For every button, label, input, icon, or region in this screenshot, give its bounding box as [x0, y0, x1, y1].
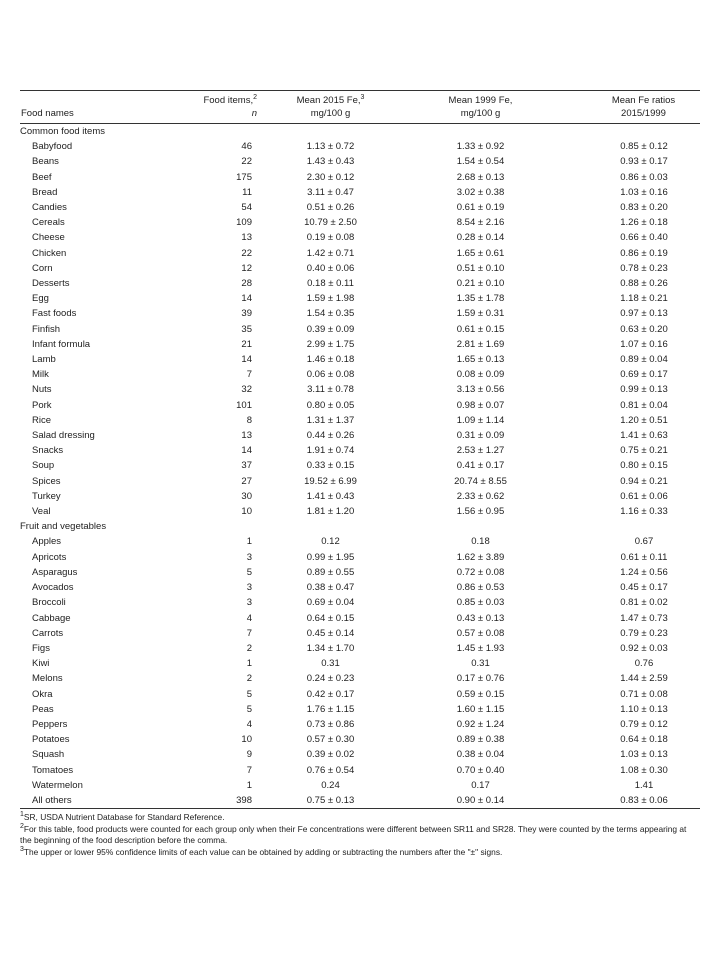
ratio-cell: 0.92 ± 0.03 — [620, 642, 668, 654]
table-row — [20, 215, 700, 230]
mean-2015-cell: 1.91 ± 0.74 — [306, 445, 355, 457]
table-row — [20, 154, 700, 169]
mean-1999-cell: 1.65 ± 0.13 — [456, 354, 505, 366]
mean-2015-cell: 0.57 ± 0.30 — [306, 734, 355, 746]
ratio-cell: 1.03 ± 0.16 — [620, 186, 668, 198]
mean-1999-cell: 1.45 ± 1.93 — [456, 642, 505, 654]
footnote-text: For this table, food products were counted for each group only when their Fe concentrations were different between SR11 and SR28. They were counted by the terms appearing at the beginning of the food description before the comma. — [20, 823, 687, 846]
footnotes — [20, 812, 700, 858]
table-row — [20, 276, 700, 291]
ratio-cell: 0.71 ± 0.08 — [620, 688, 668, 700]
table-row — [20, 489, 700, 504]
food-name-cell: Desserts — [32, 278, 70, 290]
mean-2015-cell: 0.42 ± 0.17 — [306, 688, 355, 700]
table-row — [20, 352, 700, 367]
table-row — [20, 246, 700, 261]
food-name-cell: Broccoli — [32, 597, 66, 609]
ratio-cell: 0.80 ± 0.15 — [620, 460, 668, 472]
mean-1999-cell: 1.54 ± 0.54 — [456, 156, 505, 168]
food-name-cell: Salad dressing — [32, 430, 95, 442]
table-row — [20, 367, 700, 382]
table-row — [20, 443, 700, 458]
food-items-cell: 5 — [246, 703, 252, 715]
table-row — [20, 474, 700, 489]
ratio-cell: 0.64 ± 0.18 — [620, 734, 668, 746]
mean-2015-cell: 1.34 ± 1.70 — [306, 642, 355, 654]
food-name-cell: Nuts — [32, 384, 52, 396]
mean-2015-cell: 0.40 ± 0.06 — [306, 262, 355, 274]
ratio-cell: 0.93 ± 0.17 — [620, 156, 668, 168]
mean-1999-cell: 0.86 ± 0.53 — [456, 582, 505, 594]
ratio-cell: 0.83 ± 0.06 — [558, 793, 700, 809]
table-row — [20, 747, 700, 762]
food-name-cell: Cheese — [32, 232, 65, 244]
ratio-cell: 1.41 ± 0.63 — [620, 430, 668, 442]
ratio-cell: 0.86 ± 0.19 — [620, 247, 668, 259]
food-items-cell: 5 — [246, 566, 252, 578]
ratio-cell: 1.03 ± 0.13 — [620, 749, 668, 761]
food-items-cell: 3 — [246, 582, 252, 594]
ratio-cell: 1.20 ± 0.51 — [620, 414, 668, 426]
mean-2015-cell: 0.24 ± 0.23 — [306, 673, 355, 685]
mean-1999-cell: 0.57 ± 0.08 — [456, 627, 505, 639]
food-name-cell: Lamb — [32, 354, 56, 366]
ratio-cell: 0.76 — [634, 658, 654, 670]
food-items-cell: 109 — [236, 217, 252, 229]
food-name-cell: Apples — [32, 536, 62, 548]
ratio-cell: 0.67 — [634, 536, 654, 548]
mean-2015-cell: 2.30 ± 0.12 — [306, 171, 355, 183]
table-row — [20, 261, 700, 276]
ratio-cell: 1.26 ± 0.18 — [620, 217, 668, 229]
ratio-cell: 0.85 ± 0.12 — [620, 141, 668, 153]
food-items-cell: 13 — [241, 430, 252, 442]
food-items-cell: 11 — [242, 186, 252, 198]
ratio-cell: 0.97 ± 0.13 — [620, 308, 668, 320]
mean-1999-cell: 0.51 ± 0.10 — [456, 262, 505, 274]
food-items-cell: 13 — [241, 232, 252, 244]
ratio-cell: 0.45 ± 0.17 — [620, 582, 668, 594]
table-row — [20, 306, 700, 321]
ratio-cell: 0.86 ± 0.03 — [620, 171, 668, 183]
header-ratio: Mean Fe ratios — [611, 95, 676, 106]
mean-2015-cell: 0.12 — [321, 536, 340, 548]
food-name-cell: Potatoes — [32, 734, 70, 746]
mean-2015-cell: 0.76 ± 0.54 — [306, 764, 355, 776]
mean-1999-cell: 0.38 ± 0.04 — [456, 749, 505, 761]
ratio-cell: 1.18 ± 0.21 — [620, 293, 668, 305]
mean-1999-cell: 0.17 ± 0.76 — [456, 673, 505, 685]
food-items-cell: 14 — [241, 293, 252, 305]
mean-1999-cell: 1.59 ± 0.31 — [456, 308, 505, 320]
mean-1999-cell: 0.70 ± 0.40 — [456, 764, 505, 776]
food-items-cell: 9 — [246, 749, 252, 761]
mean-1999-cell: 1.35 ± 1.78 — [456, 293, 505, 305]
ratio-cell: 1.41 — [634, 779, 654, 791]
mean-2015-cell: 0.19 ± 0.08 — [306, 232, 355, 244]
mean-2015-cell: 1.81 ± 1.20 — [306, 506, 355, 518]
food-items-cell: 37 — [241, 460, 252, 472]
ratio-cell: 0.78 ± 0.23 — [620, 262, 668, 274]
mean-1999-cell: 2.33 ± 0.62 — [456, 490, 505, 502]
mean-1999-cell: 0.18 — [471, 536, 490, 548]
table-row — [20, 687, 700, 702]
mean-2015-cell: 3.11 ± 0.78 — [307, 384, 354, 396]
mean-2015-cell: 0.80 ± 0.05 — [306, 399, 355, 411]
mean-1999-cell: 3.02 ± 0.38 — [456, 186, 505, 198]
ratio-cell: 0.69 ± 0.17 — [620, 369, 668, 381]
mean-1999-cell: 1.65 ± 0.61 — [456, 247, 505, 259]
mean-2015-cell: 10.79 ± 2.50 — [304, 217, 357, 229]
food-name-cell: Peas — [32, 703, 54, 715]
food-items-cell: 175 — [236, 171, 252, 183]
table-row — [20, 534, 700, 549]
mean-1999-cell: 0.61 ± 0.19 — [456, 202, 505, 214]
food-items-cell: 14 — [241, 354, 252, 366]
mean-2015-cell: 19.52 ± 6.99 — [304, 475, 357, 487]
mean-2015-cell: 1.42 ± 0.71 — [306, 247, 355, 259]
mean-1999-cell: 0.08 ± 0.09 — [456, 369, 505, 381]
food-name-cell: Okra — [32, 688, 53, 700]
group-title: Common food items — [20, 126, 106, 137]
food-items-cell: 7 — [246, 764, 252, 776]
mean-1999-cell: 0.92 ± 1.24 — [456, 718, 505, 730]
mean-2015-cell: 0.18 ± 0.11 — [307, 278, 354, 290]
food-name-cell: Beef — [32, 171, 52, 183]
table-row — [20, 641, 700, 656]
ratio-cell: 0.79 ± 0.12 — [620, 718, 668, 730]
food-items-cell: 2 — [246, 673, 252, 685]
food-items-cell: 4 — [246, 718, 252, 730]
mean-2015-cell: 0.99 ± 1.95 — [306, 551, 355, 563]
food-items-cell: 3 — [246, 551, 252, 563]
food-items-cell: 1 — [246, 658, 252, 670]
food-items-cell: 10 — [241, 506, 252, 518]
mean-2015-cell: 1.46 ± 0.18 — [306, 354, 355, 366]
food-name-cell: Corn — [32, 262, 53, 274]
table-row — [20, 595, 700, 610]
ratio-cell: 0.94 ± 0.21 — [620, 475, 668, 487]
mean-1999-cell: 20.74 ± 8.55 — [454, 475, 507, 487]
footnote-mark: 1 — [20, 811, 24, 819]
table-row — [20, 458, 700, 473]
mean-1999-cell: 0.61 ± 0.15 — [456, 323, 505, 335]
food-name-cell: Spices — [32, 475, 61, 487]
table-row — [20, 656, 700, 671]
food-name-cell: Snacks — [32, 445, 64, 457]
footnote — [20, 812, 700, 824]
food-name-cell: Finfish — [32, 323, 60, 335]
mean-1999-cell: 0.72 ± 0.08 — [456, 566, 505, 578]
table-body — [20, 124, 700, 809]
table-row — [20, 337, 700, 352]
food-name-cell: Chicken — [32, 247, 67, 259]
mean-1999-cell: 0.31 ± 0.09 — [456, 430, 505, 442]
food-name-cell: Babyfood — [32, 141, 73, 153]
table-row — [20, 778, 700, 793]
mean-2015-cell: 0.24 — [321, 779, 340, 791]
ratio-cell: 0.75 ± 0.21 — [620, 445, 668, 457]
table-row — [20, 170, 700, 185]
mean-1999-cell: 2.53 ± 1.27 — [456, 445, 505, 457]
ratio-cell: 0.83 ± 0.20 — [620, 202, 668, 214]
document-page — [20, 90, 700, 858]
food-name-cell: Carrots — [32, 627, 64, 639]
mean-2015-cell: 1.59 ± 1.98 — [306, 293, 355, 305]
food-name-cell: Figs — [32, 642, 50, 654]
ratio-cell: 0.79 ± 0.23 — [620, 627, 668, 639]
mean-1999-cell: 0.90 ± 0.14 — [403, 793, 558, 809]
ratio-cell: 0.88 ± 0.26 — [620, 278, 668, 290]
ratio-cell: 1.44 ± 2.59 — [620, 673, 668, 685]
food-items-cell: 101 — [236, 399, 252, 411]
food-name-cell: Veal — [32, 506, 51, 518]
footnote-text: SR, USDA Nutrient Database for Standard Reference. — [23, 812, 225, 823]
footnote — [20, 824, 700, 847]
mean-1999-cell: 1.62 ± 3.89 — [456, 551, 505, 563]
group-title: Fruit and vegetables — [20, 521, 107, 533]
food-items-cell: 35 — [241, 323, 252, 335]
food-name-cell: Melons — [32, 673, 63, 685]
mean-1999-cell: 0.89 ± 0.38 — [456, 734, 505, 746]
food-name-cell: Fast foods — [32, 308, 77, 320]
mean-1999-cell: 3.13 ± 0.56 — [456, 384, 505, 396]
table-row — [20, 504, 700, 519]
table-row — [20, 398, 700, 413]
mean-2015-cell: 0.38 ± 0.47 — [306, 582, 355, 594]
ratio-cell: 0.89 ± 0.04 — [620, 354, 668, 366]
food-name-cell: Watermelon — [32, 779, 83, 791]
table-row — [20, 763, 700, 778]
food-items-cell: 2 — [246, 642, 252, 654]
mean-2015-cell: 0.39 ± 0.02 — [306, 749, 355, 761]
mean-2015-cell: 1.76 ± 1.15 — [306, 703, 355, 715]
table-row — [20, 565, 700, 580]
food-name-cell: Cabbage — [32, 612, 71, 624]
table-row — [20, 322, 700, 337]
header-mean-2015: Mean 2015 Fe,$^3$ — [296, 93, 365, 106]
mean-1999-cell: 0.43 ± 0.13 — [456, 612, 505, 624]
header-blank — [20, 91, 188, 108]
food-name-cell: Cereals — [32, 217, 65, 229]
food-name-cell: Asparagus — [32, 566, 78, 578]
footnote-text: The upper or lower 95% confidence limits of each value can be obtained by adding or subtracting the numbers after the "±" signs. — [23, 846, 503, 857]
ratio-cell: 1.07 ± 0.16 — [620, 338, 668, 350]
mean-1999-cell: 0.21 ± 0.10 — [456, 278, 505, 290]
mean-1999-cell: 8.54 ± 2.16 — [456, 217, 505, 229]
mean-1999-cell: 0.98 ± 0.07 — [456, 399, 505, 411]
mean-1999-cell: 0.85 ± 0.03 — [456, 597, 505, 609]
table-row — [20, 382, 700, 397]
food-items-cell: 32 — [241, 384, 252, 396]
mean-1999-cell: 2.68 ± 0.13 — [456, 171, 505, 183]
iron-content-table — [20, 90, 700, 809]
ratio-cell: 0.99 ± 0.13 — [620, 384, 668, 396]
food-items-cell: 5 — [246, 688, 252, 700]
mean-2015-cell: 1.43 ± 0.43 — [306, 156, 355, 168]
table-row — [20, 717, 700, 732]
table-row — [20, 626, 700, 641]
food-name-cell: Rice — [32, 414, 52, 426]
food-items-cell: 27 — [241, 475, 252, 487]
header-food-names: Food names — [20, 107, 188, 124]
food-items-cell: 30 — [241, 490, 252, 502]
food-items-cell: 4 — [246, 612, 252, 624]
food-name-cell: Apricots — [32, 551, 67, 563]
food-items-cell: 3 — [246, 597, 252, 609]
food-name-cell: Turkey — [32, 490, 61, 502]
food-items-cell: 14 — [241, 445, 252, 457]
food-name-cell: Beans — [32, 156, 59, 168]
food-name-cell: Tomatoes — [32, 764, 74, 776]
header-mean-1999: Mean 1999 Fe, — [448, 95, 513, 106]
food-name-cell: Avocados — [32, 582, 74, 594]
mean-2015-cell: 0.69 ± 0.04 — [306, 597, 355, 609]
mean-2015-cell: 0.33 ± 0.15 — [306, 460, 355, 472]
food-items-cell: 8 — [246, 414, 252, 426]
mean-2015-cell: 2.99 ± 1.75 — [306, 338, 355, 350]
mean-2015-cell: 1.54 ± 0.35 — [306, 308, 355, 320]
mean-2015-cell: 0.39 ± 0.09 — [306, 323, 355, 335]
mean-2015-cell: 0.64 ± 0.15 — [306, 612, 355, 624]
table-row — [20, 291, 700, 306]
mean-1999-cell: 1.09 ± 1.14 — [456, 414, 505, 426]
food-items-cell: 54 — [241, 202, 252, 214]
header-mean-1999-unit: mg/100 g — [403, 107, 558, 124]
mean-2015-cell: 0.51 ± 0.26 — [306, 202, 355, 214]
mean-2015-cell: 0.31 — [321, 658, 340, 670]
header-food-items: Food items,$^2$ — [203, 93, 257, 106]
food-name-cell: All others — [20, 793, 188, 809]
mean-1999-cell: 0.31 — [471, 658, 490, 670]
ratio-cell: 1.16 ± 0.33 — [620, 506, 668, 518]
food-name-cell: Infant formula — [32, 338, 91, 350]
ratio-cell: 1.47 ± 0.73 — [620, 612, 668, 624]
mean-2015-cell: 1.31 ± 1.37 — [306, 414, 355, 426]
food-name-cell: Pork — [32, 399, 52, 411]
food-items-cell: 12 — [241, 262, 252, 274]
mean-2015-cell: 0.73 ± 0.86 — [306, 718, 355, 730]
food-items-cell: 39 — [241, 308, 252, 320]
food-name-cell: Squash — [32, 749, 65, 761]
table-row — [20, 413, 700, 428]
food-items-cell: 7 — [246, 369, 252, 381]
table-row — [20, 732, 700, 747]
table-row — [20, 793, 700, 809]
mean-1999-cell: 0.59 ± 0.15 — [456, 688, 505, 700]
ratio-cell: 1.08 ± 0.30 — [620, 764, 668, 776]
footnote-mark: 2 — [20, 822, 24, 830]
mean-1999-cell: 0.41 ± 0.17 — [456, 460, 505, 472]
food-items-cell: 46 — [241, 141, 252, 153]
ratio-cell: 0.63 ± 0.20 — [620, 323, 668, 335]
table-row — [20, 139, 700, 154]
mean-2015-cell: 1.41 ± 0.43 — [306, 490, 355, 502]
table-row — [20, 428, 700, 443]
mean-2015-cell: 0.75 ± 0.13 — [258, 793, 403, 809]
mean-1999-cell: 1.56 ± 0.95 — [456, 506, 505, 518]
ratio-cell: 0.81 ± 0.02 — [620, 597, 668, 609]
table-row — [20, 185, 700, 200]
food-items-cell: 1 — [246, 779, 252, 791]
ratio-cell: 1.24 ± 0.56 — [620, 566, 668, 578]
ratio-cell: 0.61 ± 0.06 — [620, 490, 668, 502]
table-row — [20, 230, 700, 245]
food-items-cell: 22 — [241, 247, 252, 259]
mean-2015-cell: 0.06 ± 0.08 — [306, 369, 355, 381]
food-name-cell: Soup — [32, 460, 55, 472]
mean-1999-cell: 0.17 — [471, 779, 490, 791]
mean-2015-cell: 0.44 ± 0.26 — [306, 430, 355, 442]
food-items-cell: 1 — [246, 536, 252, 548]
food-name-cell: Egg — [32, 293, 49, 305]
food-name-cell: Peppers — [32, 718, 68, 730]
food-name-cell: Candies — [32, 202, 67, 214]
food-items-cell: 7 — [246, 627, 252, 639]
mean-1999-cell: 1.33 ± 0.92 — [456, 141, 505, 153]
food-items-cell: 10 — [241, 734, 252, 746]
header-mean-2015-unit: mg/100 g — [258, 107, 403, 124]
footnote — [20, 847, 700, 859]
food-items-cell: 22 — [241, 156, 252, 168]
ratio-cell: 0.61 ± 0.11 — [620, 551, 668, 563]
mean-2015-cell: 3.11 ± 0.47 — [307, 186, 354, 198]
table-row — [20, 580, 700, 595]
mean-2015-cell: 1.13 ± 0.72 — [306, 141, 355, 153]
mean-1999-cell: 2.81 ± 1.69 — [456, 338, 505, 350]
ratio-cell: 1.10 ± 0.13 — [620, 703, 668, 715]
food-name-cell: Milk — [32, 369, 49, 381]
group-row — [20, 519, 700, 534]
footnote-mark: 3 — [20, 845, 24, 853]
food-items-cell: 28 — [241, 278, 252, 290]
food-items-cell: 21 — [241, 338, 252, 350]
table-row — [20, 611, 700, 626]
table-row — [20, 200, 700, 215]
table-row — [20, 671, 700, 686]
food-name-cell: Bread — [32, 186, 58, 198]
group-row — [20, 124, 700, 140]
table-row — [20, 702, 700, 717]
mean-1999-cell: 1.60 ± 1.15 — [456, 703, 505, 715]
mean-2015-cell: 0.45 ± 0.14 — [306, 627, 355, 639]
table-row — [20, 550, 700, 565]
ratio-cell: 0.66 ± 0.40 — [620, 232, 668, 244]
header-food-items-n: n — [188, 107, 258, 124]
header-ratio-sub: 2015/1999 — [558, 107, 700, 124]
ratio-cell: 0.81 ± 0.04 — [620, 399, 668, 411]
food-items-cell: 398 — [188, 793, 258, 809]
mean-1999-cell: 0.28 ± 0.14 — [456, 232, 505, 244]
food-name-cell: Kiwi — [32, 658, 50, 670]
mean-2015-cell: 0.89 ± 0.55 — [306, 566, 355, 578]
